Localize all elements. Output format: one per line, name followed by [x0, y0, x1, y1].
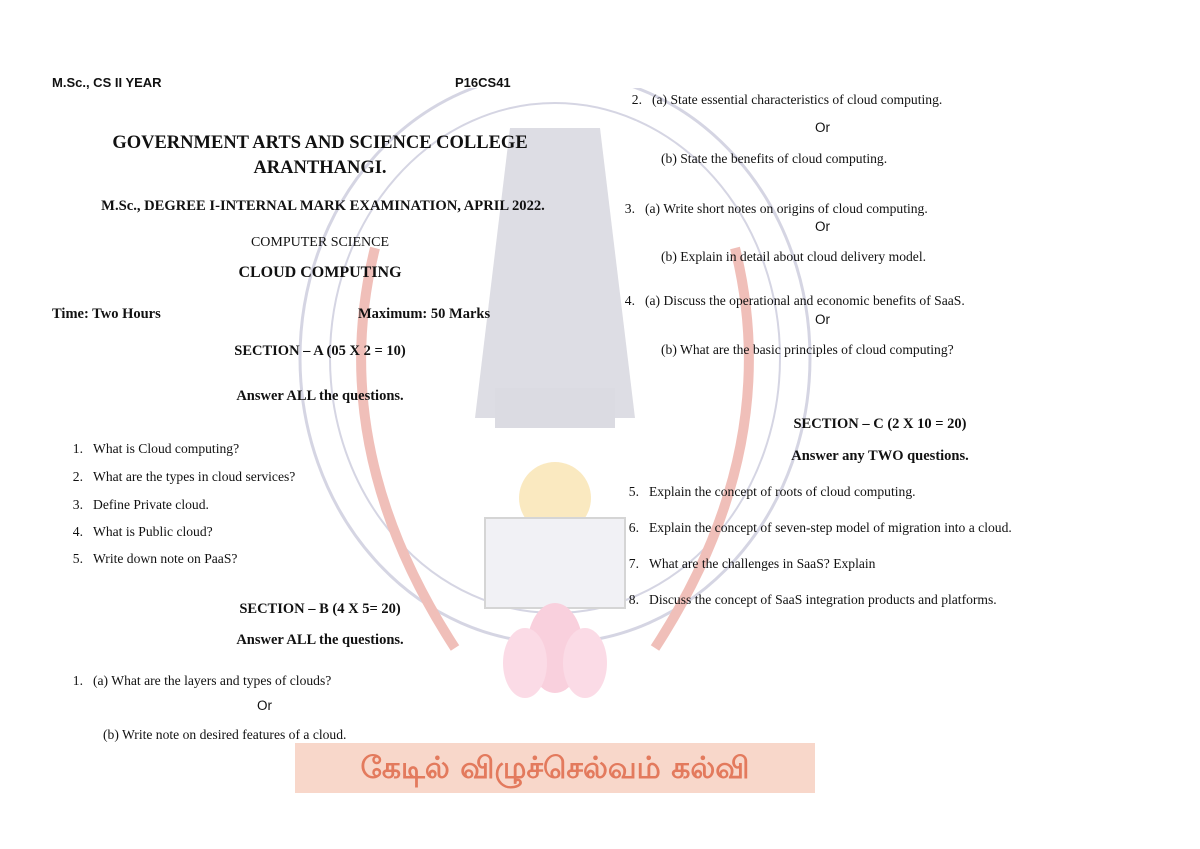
question-text: (a) Discuss the operational and economic benefits of SaaS.	[645, 293, 965, 308]
or-label: Or	[815, 120, 830, 135]
section-a-question-1	[58, 441, 239, 457]
question-number: 2.	[72, 469, 83, 484]
section-b-question-3b: (b) Explain in detail about cloud delivery model.	[661, 249, 927, 264]
exam-title: M.Sc., DEGREE I-INTERNAL MARK EXAMINATION, APRIL 2022.	[101, 198, 545, 214]
question-number: 4.	[72, 524, 83, 539]
question-number: 5.	[628, 484, 639, 499]
paper-code: P16CS41	[455, 75, 511, 90]
question-number: 1.	[72, 673, 83, 688]
question-text: What is Cloud computing?	[93, 441, 240, 456]
section-c-title: SECTION – C (2 X 10 = 20)	[793, 416, 967, 432]
question-number: 2.	[631, 92, 642, 107]
section-b-instruction: Answer ALL the questions.	[236, 632, 404, 648]
college-name	[60, 131, 580, 181]
or-label: Or	[815, 312, 830, 327]
department: COMPUTER SCIENCE	[250, 235, 390, 250]
section-c-instruction: Answer any TWO questions.	[791, 448, 969, 464]
question-text: Write down note on PaaS?	[93, 551, 238, 566]
college-line-2: ARANTHANGI.	[253, 158, 387, 178]
class-label: M.Sc., CS II YEAR	[52, 75, 162, 90]
question-number: 7.	[628, 556, 639, 571]
section-a-question-3	[58, 497, 209, 513]
section-b-question-4b: (b) What are the basic principles of cloud computing?	[661, 342, 954, 357]
question-number: 3.	[72, 497, 83, 512]
question-text: (a) Write short notes on origins of cloud computing.	[645, 201, 928, 216]
section-a-question-2	[58, 469, 295, 485]
section-b-question-4a	[610, 293, 965, 309]
question-text: Explain the concept of roots of cloud computing.	[649, 484, 916, 499]
subject-title: CLOUD COMPUTING	[238, 264, 402, 281]
max-marks: Maximum: 50 Marks	[358, 306, 491, 322]
question-number: 4.	[624, 293, 635, 308]
question-text: (a) What are the layers and types of clouds?	[93, 673, 332, 688]
question-text: Define Private cloud.	[93, 497, 209, 512]
section-c-question-8	[614, 592, 997, 608]
college-line-1: GOVERNMENT ARTS AND SCIENCE COLLEGE	[112, 133, 528, 153]
question-number: 3.	[624, 201, 635, 216]
or-label: Or	[815, 219, 830, 234]
section-b-question-2b: (b) State the benefits of cloud computing.	[661, 151, 888, 166]
section-c-question-5	[614, 484, 916, 500]
or-label: Or	[257, 698, 272, 713]
section-a-title: SECTION – A (05 X 2 = 10)	[234, 343, 406, 359]
exam-time: Time: Two Hours	[52, 306, 161, 322]
section-a-instruction: Answer ALL the questions.	[236, 388, 404, 404]
question-text: What are the types in cloud services?	[93, 469, 296, 484]
question-text: (a) State essential characteristics of cloud computing.	[652, 92, 943, 107]
section-b-question-1b: (b) Write note on desired features of a cloud.	[103, 727, 347, 742]
question-text: What are the challenges in SaaS? Explain	[649, 556, 876, 571]
section-a-question-4	[58, 524, 213, 540]
question-text: Discuss the concept of SaaS integration products and platforms.	[649, 592, 997, 607]
section-b-question-1a	[58, 673, 331, 689]
question-text: What is Public cloud?	[93, 524, 213, 539]
question-number: 6.	[628, 520, 639, 535]
section-b-title: SECTION – B (4 X 5= 20)	[239, 601, 401, 617]
seal-motto: கேடில் விழுச்செல்வம் கல்வி	[360, 751, 750, 786]
question-number: 8.	[628, 592, 639, 607]
question-number: 1.	[72, 441, 83, 456]
section-b-question-2a	[617, 92, 942, 108]
section-c-question-7	[614, 556, 875, 572]
section-b-question-3a	[610, 201, 928, 217]
question-number: 5.	[72, 551, 83, 566]
question-text: Explain the concept of seven-step model of migration into a cloud.	[649, 520, 1012, 535]
section-c-question-6	[614, 520, 1012, 536]
section-a-question-5	[58, 551, 237, 567]
